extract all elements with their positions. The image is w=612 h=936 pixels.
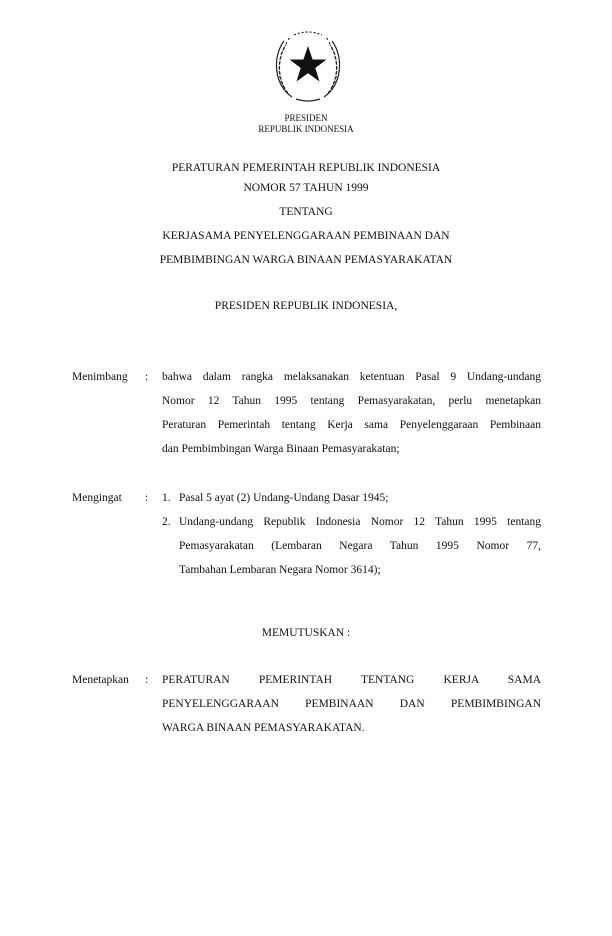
menimbang-colon: : [145, 371, 149, 383]
title-line: NOMOR 57 TAHUN 1999 [243, 182, 369, 194]
menetapkan-line: WARGA BINAAN PEMASYARAKATAN. [162, 722, 365, 734]
menetapkan-label: Menetapkan [72, 674, 129, 686]
mengingat-colon: : [145, 492, 149, 504]
menimbang-label: Menimbang [72, 371, 128, 383]
seal-caption-presiden: PRESIDEN [284, 113, 328, 123]
menimbang-line: Nomor 12 Tahun 1995 tentang Pemasyarakatan, perlu menetapkan [162, 395, 541, 407]
title-line: TENTANG [279, 206, 333, 218]
menimbang-line: Peraturan Pemerintah tentang Kerja sama Penyelenggaraan Pembinaan [162, 419, 541, 431]
mengingat-item-line: Pemasyarakatan (Lembaran Negara Tahun 1995 Nomor 77, [179, 540, 541, 552]
title-line: KERJASAMA PENYELENGGARAAN PEMBINAAN DAN [162, 230, 450, 242]
menetapkan-line: PENYELENGGARAAN PEMBINAAN DAN PEMBIMBINGAN [162, 698, 541, 710]
issuer-line: PRESIDEN REPUBLIK INDONESIA, [214, 300, 398, 312]
menetapkan-line: PERATURAN PEMERINTAH TENTANG KERJA SAMA [162, 674, 541, 686]
menimbang-line: dan Pembimbingan Warga Binaan Pemasyarakatan; [162, 443, 400, 455]
mengingat-item-line: Undang-undang Republik Indonesia Nomor 12 Tahun 1995 tentang [179, 516, 541, 528]
presidential-seal-emblem [270, 27, 346, 103]
title-line: PERATURAN PEMERINTAH REPUBLIK INDONESIA [171, 162, 441, 174]
mengingat-item-line: Tambahan Lembaran Negara Nomor 3614); [179, 564, 381, 576]
list-number: 1. [162, 492, 171, 504]
list-number: 2. [162, 516, 171, 528]
menetapkan-colon: : [145, 674, 149, 686]
title-line: PEMBIMBINGAN WARGA BINAAN PEMASYARAKATAN [159, 254, 453, 266]
mengingat-label: Mengingat [72, 492, 122, 504]
menimbang-line: bahwa dalam rangka melaksanakan ketentuan Pasal 9 Undang-undang [162, 371, 541, 383]
mengingat-item-line: Pasal 5 ayat (2) Undang-Undang Dasar 1945; [179, 492, 389, 504]
seal-caption-republik: REPUBLIK INDONESIA [258, 124, 354, 134]
memutuskan-heading: MEMUTUSKAN : [261, 627, 351, 639]
